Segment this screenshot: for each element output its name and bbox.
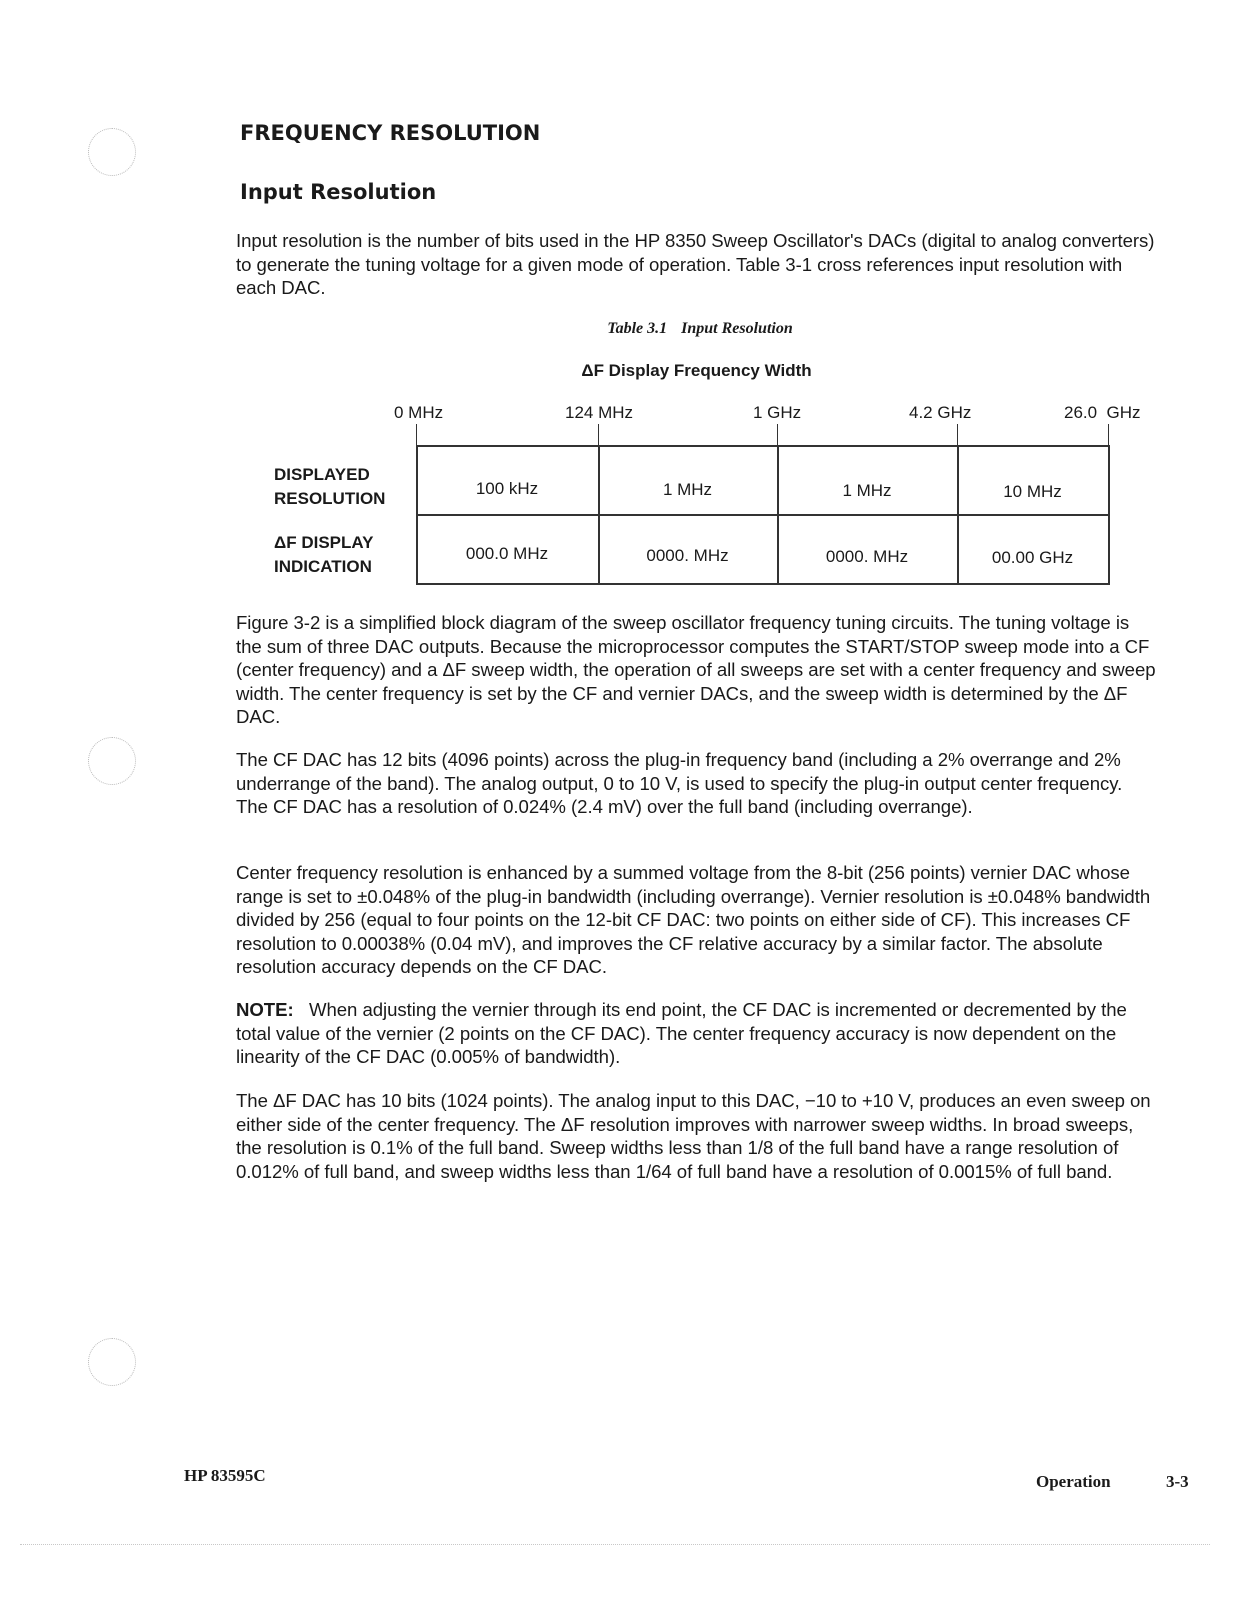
table-cell: 000.0 MHz — [465, 544, 549, 563]
table-cell: 00.00 GHz — [991, 548, 1074, 567]
row-label-line: ΔF DISPLAY — [274, 533, 374, 552]
binder-hole-top — [88, 128, 136, 176]
grid-line — [416, 445, 1110, 447]
tick-label-0: 0 MHz — [394, 403, 444, 422]
footer-section: Operation — [1036, 1472, 1111, 1491]
row-label-displayed-resolution — [274, 463, 385, 511]
table-cell: 1 MHz — [842, 481, 892, 500]
tick-label-2: 1 GHz — [753, 403, 802, 422]
section-title: FREQUENCY RESOLUTION — [240, 121, 541, 145]
note-label: NOTE: — [236, 999, 294, 1020]
tick-label-3: 4.2 GHz — [909, 403, 972, 422]
row-label-line: DISPLAYED — [274, 465, 370, 484]
table-subtitle: ΔF Display Frequency Width — [581, 361, 812, 380]
note-text: When adjusting the vernier through its end point, the CF DAC is incremented or decremented by the total value of the vernier (2 points on the CF DAC). The center frequency accuracy is now dependent on the linearity of the CF DAC (0.005% of bandwidth). — [236, 999, 1127, 1067]
row-label-display-indication — [274, 531, 373, 579]
note-paragraph — [236, 998, 1156, 1069]
grid-line — [416, 583, 1110, 585]
grid-line — [416, 514, 1110, 516]
intro-paragraph: Input resolution is the number of bits used in the HP 8350 Sweep Oscillator's DACs (digital to analog converters) to generate the tuning voltage for a given mode of operation. Table 3-1 cross references input resolution with each DAC. — [236, 230, 1155, 298]
body-paragraph: Figure 3-2 is a simplified block diagram of the sweep oscillator frequency tuning circuits. The tuning voltage is the sum of three DAC outputs. Because the microprocessor computes the START/STOP sweep mode into a CF (center frequency) and a ΔF sweep width, the operation of all sweeps are set with a center frequency and sweep width. The center frequency is set by the CF and vernier DACs, and the sweep width is determined by the ΔF DAC. — [236, 612, 1156, 727]
scan-edge-dots — [20, 1544, 1210, 1545]
table-cell: 0000. MHz — [825, 547, 909, 566]
row-label-line: RESOLUTION — [274, 489, 386, 508]
table-cell: 1 MHz — [662, 480, 713, 499]
resolution-table-grid — [416, 445, 1110, 585]
footer-page-number: 3-3 — [1166, 1472, 1189, 1491]
body-paragraph: The CF DAC has 12 bits (4096 points) across the plug-in frequency band (including a 2% overrange and 2% underrange of the band). The analog output, 0 to 10 V, is used to specify the plug-in output center frequency. The CF DAC has a resolution of 0.024% (2.4 mV) over the full band (including overrange). — [236, 749, 1123, 817]
binder-hole-bottom — [88, 1338, 136, 1386]
body-paragraph: Center frequency resolution is enhanced by a summed voltage from the 8-bit (256 points) vernier DAC whose range is set to ±0.048% of the plug-in bandwidth (including overrange). Vernier resolution is ±0.048% bandwidth divided by 256 (equal to four points on the 12-bit CF DAC: two points on either side of CF). This increases CF resolution to 0.00038% (0.04 mV), and improves the CF relative accuracy by a similar factor. The absolute resolution accuracy depends on the CF DAC. — [236, 862, 1151, 977]
tick-label-1: 124 MHz — [565, 403, 634, 422]
grid-line — [416, 445, 418, 585]
table-cell: 100 kHz — [475, 479, 539, 498]
footer-model: HP 83595C — [184, 1466, 266, 1485]
subsection-title: Input Resolution — [240, 180, 437, 204]
row-label-line: INDICATION — [274, 557, 372, 576]
table-cell: 10 MHz — [1003, 482, 1062, 501]
tick-label-4: 26.0 GHz — [1064, 403, 1141, 422]
grid-line — [1108, 445, 1110, 585]
binder-hole-middle — [88, 737, 136, 785]
table-cell: 0000. MHz — [646, 546, 729, 565]
table-caption-number: Table 3.1 — [607, 320, 668, 337]
table-caption — [0, 320, 1237, 338]
table-caption-title: Input Resolution — [681, 320, 793, 337]
body-paragraph: The ΔF DAC has 10 bits (1024 points). The analog input to this DAC, −10 to +10 V, produces an even sweep on either side of the center frequency. The ΔF resolution improves with narrower sweep widths. In broad sweeps, the resolution is 0.1% of the full band. Sweep widths less than 1/8 of the full band have a range resolution of 0.012% of full band, and sweep widths less than 1/64 of full band have a resolution of 0.0015% of full band. — [236, 1090, 1151, 1182]
